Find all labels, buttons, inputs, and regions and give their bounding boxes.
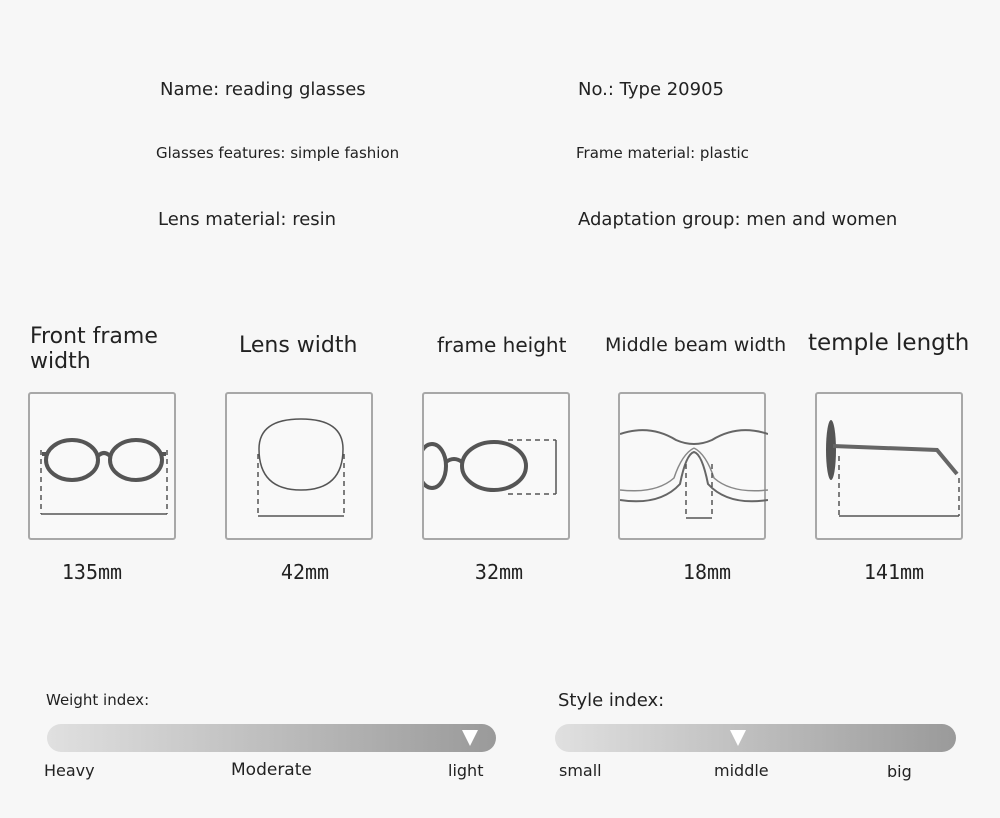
spec-frame-material: Frame material: plastic [576, 144, 749, 162]
spec-name: Name: reading glasses [160, 79, 366, 100]
front-frame-width-icon [28, 392, 176, 540]
spec-features: Glasses features: simple fashion [156, 144, 400, 162]
dimension-title-lens-width: Lens width [239, 333, 358, 358]
weight-index-bar [47, 724, 496, 752]
dimension-value-lens-width: 42mm [280, 560, 330, 584]
frame-height-icon [422, 392, 570, 540]
dimension-value-frame-height: 32mm [474, 560, 524, 584]
style-label-middle: middle [714, 761, 769, 780]
dimension-title-front-frame-width: Front frame width [30, 324, 158, 374]
style-label-big: big [887, 762, 912, 781]
weight-label-light: light [448, 761, 484, 780]
dimension-title-middle-beam-width: Middle beam width [605, 334, 787, 356]
dimension-value-front-frame-width: 135mm [61, 560, 123, 584]
temple-length-icon [815, 392, 963, 540]
style-index-marker-icon [730, 730, 746, 746]
dimension-title-temple-length: temple length [808, 330, 970, 356]
weight-index-marker-icon [462, 730, 478, 746]
spec-lens-material: Lens material: resin [158, 209, 337, 230]
dimension-value-middle-beam-width: 18mm [682, 560, 732, 584]
style-index-title: Style index: [558, 690, 665, 711]
weight-label-moderate: Moderate [231, 760, 312, 780]
weight-label-heavy: Heavy [44, 761, 95, 780]
weight-index-title: Weight index: [46, 691, 150, 709]
lens-width-icon [225, 392, 373, 540]
style-label-small: small [559, 761, 602, 780]
spec-adaptation-group: Adaptation group: men and women [578, 209, 898, 230]
dimension-title-frame-height: frame height [437, 333, 567, 357]
dimension-value-temple-length: 141mm [863, 560, 925, 584]
middle-beam-width-icon [618, 392, 766, 540]
style-index-bar [555, 724, 956, 752]
spec-number: No.: Type 20905 [578, 79, 724, 100]
